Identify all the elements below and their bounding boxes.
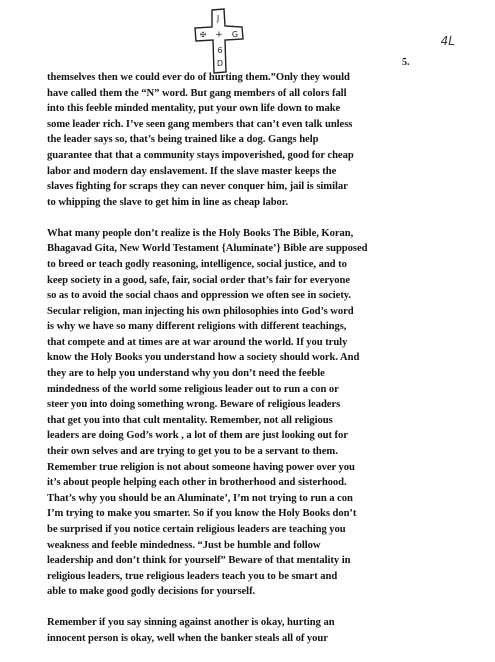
text-line: they are to help you understand why you don’t need the feeble xyxy=(47,368,325,380)
text-line: into this feeble minded mentality, put your own life down to make xyxy=(47,103,341,115)
text-line: slaves fighting for scraps they can never conquer him, jail is similar xyxy=(47,181,348,193)
text-line: have called them the “N” word. But gang members of all colors fall xyxy=(47,87,347,99)
text-line: religious leaders, true religious leaders teach you to be smart and xyxy=(47,570,338,582)
cross-letter-left: ✠ xyxy=(200,31,206,39)
document-body xyxy=(47,70,487,662)
text-line: themselves then we could ever do of hurting them.”Only they would xyxy=(47,72,350,83)
text-line: I’m trying to make you smarter. So if you know the Holy Books don’t xyxy=(47,508,357,520)
text-line: able to make good godly decisions for yourself. xyxy=(47,586,256,598)
cross-letter-right: G xyxy=(231,30,239,39)
text-line: leaders are doing God’s work , a lot of them are just looking out for xyxy=(47,430,348,442)
text-line: the leader says so, that’s being trained like a dog. Gangs help xyxy=(47,134,319,146)
cross-icon xyxy=(184,6,254,76)
cross-letter-top: J xyxy=(216,14,220,23)
cross-letter-center: + xyxy=(215,30,223,40)
text-line: weakness and feeble mindedness. “Just be humble and follow xyxy=(47,539,321,551)
paragraph xyxy=(47,70,487,210)
text-line: Bhagavad Gita, New World Testament {Aluminate’} Bible are supposed xyxy=(47,243,368,255)
text-line: their own selves and are trying to get you to be a servant to them. xyxy=(47,446,338,458)
text-line: so as to avoid the social chaos and oppression we often see in society. xyxy=(47,290,352,302)
paragraph xyxy=(47,226,487,600)
text-line: Remember if you say sinning against another is okay, hurting an xyxy=(47,617,335,629)
text-line: What many people don’t realize is the Holy Books The Bible, Koran, xyxy=(47,227,354,239)
text-line: is why we have so many different religions with different teachings, xyxy=(47,321,347,333)
text-line: know the Holy Books you understand how a society should work. And xyxy=(47,352,360,364)
text-line: be surprised if you notice certain religious leaders are teaching you xyxy=(47,524,346,536)
cross-letter-bottom-1: 6 xyxy=(217,46,223,55)
handwritten-page-mark: 4L xyxy=(440,34,455,48)
cross-letter-bottom-2: D xyxy=(216,59,224,68)
text-line: Remember true religion is not about someone having power over you xyxy=(47,461,355,473)
text-line: labor and modern day enslavement. If the slave master keeps the xyxy=(47,165,337,177)
text-line: that compete and at times are at war around the world. If you truly xyxy=(47,336,348,348)
text-line: guarantee that that a community stays impoverished, good for cheap xyxy=(47,149,354,161)
text-line: keep society in a good, safe, fair, social order that’s fair for everyone xyxy=(47,274,351,286)
text-line: leadership and don’t think for yourself” Beware of that mentality in xyxy=(47,555,351,567)
text-line: some leader rich. I’ve seen gang members that can’t even talk unless xyxy=(47,118,353,130)
text-line: to breed or teach godly reasoning, intelligence, social justice, and to xyxy=(47,258,347,270)
text-line: That’s why you should be an Aluminate’, I’m not trying to run a con xyxy=(47,492,353,504)
text-line: it’s about people helping each other in brotherhood and sisterhood. xyxy=(47,477,347,489)
paragraph xyxy=(47,615,487,646)
text-line: to whipping the slave to get him in line as cheap labor. xyxy=(47,196,289,208)
text-line: Secular religion, man injecting his own philosophies into God’s word xyxy=(47,305,354,317)
text-line: innocent person is okay, well when the banker steals all of your xyxy=(47,632,328,644)
text-line: steer you into doing something wrong. Beware of religious leaders xyxy=(47,399,341,411)
page-number: 5. xyxy=(402,57,410,68)
text-line: mindedness of the world some religious leader out to run a con or xyxy=(47,383,339,395)
hand-drawn-cross xyxy=(184,6,254,76)
text-line: that get you into that cult mentality. Remember, not all religious xyxy=(47,414,333,426)
